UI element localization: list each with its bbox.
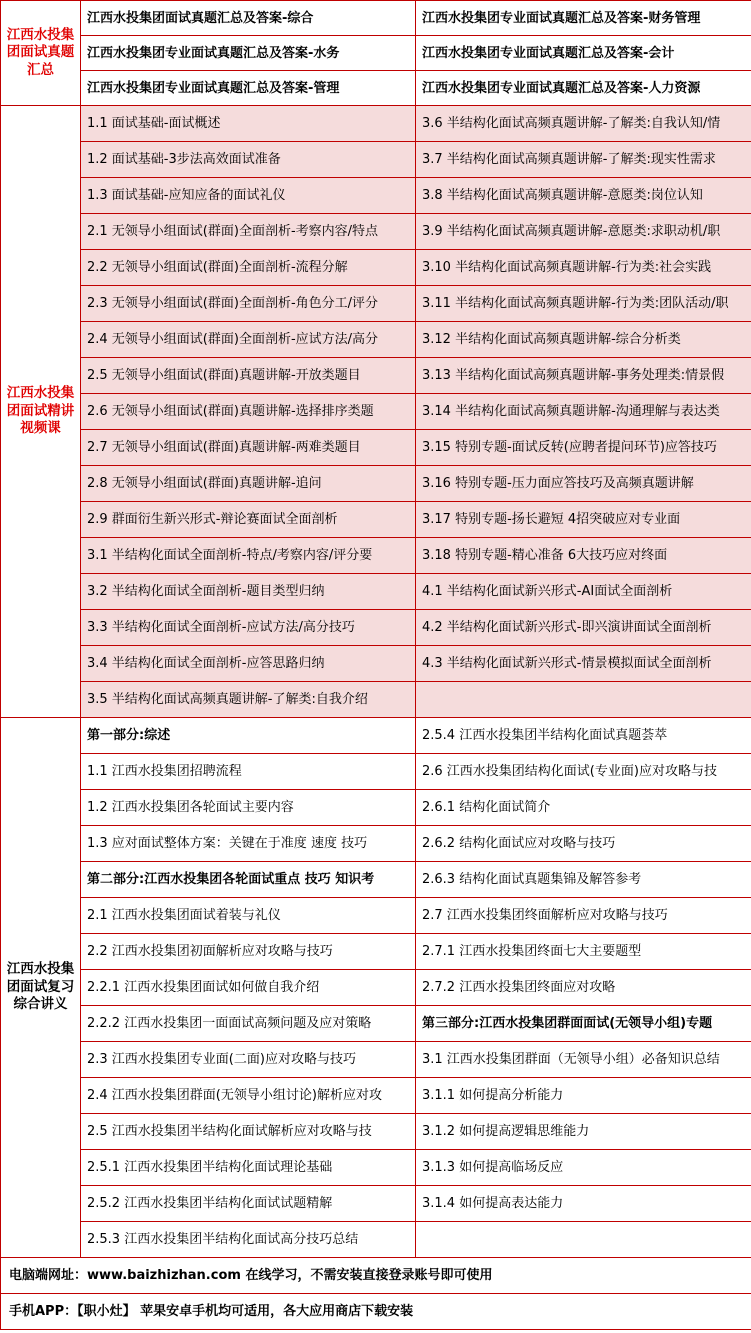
notes-chapter-item: 3.1 江西水投集团群面（无领导小组）必备知识总结 (416, 1042, 751, 1078)
video-lesson-item: 3.12 半结构化面试高频真题讲解-综合分析类 (416, 322, 751, 358)
video-lesson-item: 1.1 面试基础-面试概述 (81, 106, 416, 142)
video-lesson-item: 4.2 半结构化面试新兴形式-即兴演讲面试全面剖析 (416, 610, 751, 646)
notes-chapter-item: 2.7.2 江西水投集团终面应对攻略 (416, 970, 751, 1006)
question-bank-link: 江西水投集团专业面试真题汇总及答案-水务 (81, 36, 416, 71)
video-lesson-item (416, 682, 751, 718)
video-lesson-item: 2.3 无领导小组面试(群面)全面剖析-角色分工/评分 (81, 286, 416, 322)
notes-chapter-item: 2.3 江西水投集团专业面(二面)应对攻略与技巧 (81, 1042, 416, 1078)
video-lesson-item: 3.8 半结构化面试高频真题讲解-意愿类:岗位认知 (416, 178, 751, 214)
footer-website: 电脑端网址：www.baizhizhan.com 在线学习，不需安装直接登录账号即可使用 (1, 1258, 751, 1294)
section-label-review-notes: 江西水投集团面试复习综合讲义 (1, 718, 81, 1258)
notes-chapter-item: 2.6.3 结构化面试真题集锦及解答参考 (416, 862, 751, 898)
section-label-question-summary: 江西水投集团面试真题汇总 (1, 1, 81, 106)
notes-chapter-item: 3.1.4 如何提高表达能力 (416, 1186, 751, 1222)
notes-chapter-item: 3.1.3 如何提高临场反应 (416, 1150, 751, 1186)
video-lesson-item: 3.18 特别专题-精心准备 6大技巧应对终面 (416, 538, 751, 574)
video-lesson-item: 2.8 无领导小组面试(群面)真题讲解-追问 (81, 466, 416, 502)
footer-app: 手机APP：【职小灶】 苹果安卓手机均可适用，各大应用商店下载安装 (1, 1294, 751, 1330)
notes-chapter-item: 2.6.1 结构化面试简介 (416, 790, 751, 826)
video-lesson-item: 2.6 无领导小组面试(群面)真题讲解-选择排序类题 (81, 394, 416, 430)
part-heading: 第三部分:江西水投集团群面面试(无领导小组)专题 (416, 1006, 751, 1042)
video-lesson-item: 4.1 半结构化面试新兴形式-AI面试全面剖析 (416, 574, 751, 610)
video-lesson-item: 3.3 半结构化面试全面剖析-应试方法/高分技巧 (81, 610, 416, 646)
question-bank-link: 江西水投集团专业面试真题汇总及答案-财务管理 (416, 1, 751, 36)
part-heading: 第一部分:综述 (81, 718, 416, 754)
video-lesson-item: 3.15 特别专题-面试反转(应聘者提问环节)应答技巧 (416, 430, 751, 466)
video-lesson-item: 3.11 半结构化面试高频真题讲解-行为类:团队活动/职 (416, 286, 751, 322)
notes-chapter-item: 2.5.1 江西水投集团半结构化面试理论基础 (81, 1150, 416, 1186)
question-bank-link: 江西水投集团专业面试真题汇总及答案-人力资源 (416, 71, 751, 106)
notes-chapter-item: 2.2.1 江西水投集团面试如何做自我介绍 (81, 970, 416, 1006)
video-lesson-item: 3.5 半结构化面试高频真题讲解-了解类:自我介绍 (81, 682, 416, 718)
video-lesson-item: 2.4 无领导小组面试(群面)全面剖析-应试方法/高分 (81, 322, 416, 358)
video-lesson-item: 2.7 无领导小组面试(群面)真题讲解-两难类题目 (81, 430, 416, 466)
notes-chapter-item: 2.1 江西水投集团面试着装与礼仪 (81, 898, 416, 934)
video-lesson-item: 4.3 半结构化面试新兴形式-情景模拟面试全面剖析 (416, 646, 751, 682)
video-lesson-item: 3.4 半结构化面试全面剖析-应答思路归纳 (81, 646, 416, 682)
notes-chapter-item: 2.5.3 江西水投集团半结构化面试高分技巧总结 (81, 1222, 416, 1258)
section-label-video-course: 江西水投集团面试精讲视频课 (1, 106, 81, 718)
notes-chapter-item: 1.3 应对面试整体方案：关键在于准度 速度 技巧 (81, 826, 416, 862)
video-lesson-item: 3.9 半结构化面试高频真题讲解-意愿类:求职动机/职 (416, 214, 751, 250)
notes-chapter-item: 2.4 江西水投集团群面(无领导小组讨论)解析应对攻 (81, 1078, 416, 1114)
video-lesson-item: 2.2 无领导小组面试(群面)全面剖析-流程分解 (81, 250, 416, 286)
question-bank-link: 江西水投集团面试真题汇总及答案-综合 (81, 1, 416, 36)
notes-chapter-item: 2.2 江西水投集团初面解析应对攻略与技巧 (81, 934, 416, 970)
question-bank-link: 江西水投集团专业面试真题汇总及答案-管理 (81, 71, 416, 106)
video-lesson-item: 3.7 半结构化面试高频真题讲解-了解类:现实性需求 (416, 142, 751, 178)
notes-chapter-item: 2.6.2 结构化面试应对攻略与技巧 (416, 826, 751, 862)
video-lesson-item: 3.17 特别专题-扬长避短 4招突破应对专业面 (416, 502, 751, 538)
video-lesson-item: 2.1 无领导小组面试(群面)全面剖析-考察内容/特点 (81, 214, 416, 250)
notes-chapter-item: 2.6 江西水投集团结构化面试(专业面)应对攻略与技 (416, 754, 751, 790)
video-lesson-item: 2.5 无领导小组面试(群面)真题讲解-开放类题目 (81, 358, 416, 394)
notes-chapter-item: 2.7 江西水投集团终面解析应对攻略与技巧 (416, 898, 751, 934)
notes-chapter-item: 2.5 江西水投集团半结构化面试解析应对攻略与技 (81, 1114, 416, 1150)
video-lesson-item: 3.10 半结构化面试高频真题讲解-行为类:社会实践 (416, 250, 751, 286)
video-lesson-item: 3.14 半结构化面试高频真题讲解-沟通理解与表达类 (416, 394, 751, 430)
video-lesson-item: 1.3 面试基础-应知应备的面试礼仪 (81, 178, 416, 214)
video-lesson-item: 3.1 半结构化面试全面剖析-特点/考察内容/评分要 (81, 538, 416, 574)
notes-chapter-item: 1.1 江西水投集团招聘流程 (81, 754, 416, 790)
part-heading: 第二部分:江西水投集团各轮面试重点 技巧 知识考 (81, 862, 416, 898)
video-lesson-item: 3.6 半结构化面试高频真题讲解-了解类:自我认知/情 (416, 106, 751, 142)
notes-chapter-item: 2.2.2 江西水投集团一面面试高频问题及应对策略 (81, 1006, 416, 1042)
notes-chapter-item: 2.5.2 江西水投集团半结构化面试试题精解 (81, 1186, 416, 1222)
notes-chapter-item: 2.7.1 江西水投集团终面七大主要题型 (416, 934, 751, 970)
notes-chapter-item: 3.1.1 如何提高分析能力 (416, 1078, 751, 1114)
notes-chapter-item: 3.1.2 如何提高逻辑思维能力 (416, 1114, 751, 1150)
notes-chapter-item: 1.2 江西水投集团各轮面试主要内容 (81, 790, 416, 826)
video-lesson-item: 3.2 半结构化面试全面剖析-题目类型归纳 (81, 574, 416, 610)
notes-chapter-item: 2.5.4 江西水投集团半结构化面试真题荟萃 (416, 718, 751, 754)
video-lesson-item: 3.13 半结构化面试高频真题讲解-事务处理类:情景假 (416, 358, 751, 394)
video-lesson-item: 3.16 特别专题-压力面应答技巧及高频真题讲解 (416, 466, 751, 502)
video-lesson-item: 1.2 面试基础-3步法高效面试准备 (81, 142, 416, 178)
video-lesson-item: 2.9 群面衍生新兴形式-辩论赛面试全面剖析 (81, 502, 416, 538)
notes-chapter-item (416, 1222, 751, 1258)
question-bank-link: 江西水投集团专业面试真题汇总及答案-会计 (416, 36, 751, 71)
